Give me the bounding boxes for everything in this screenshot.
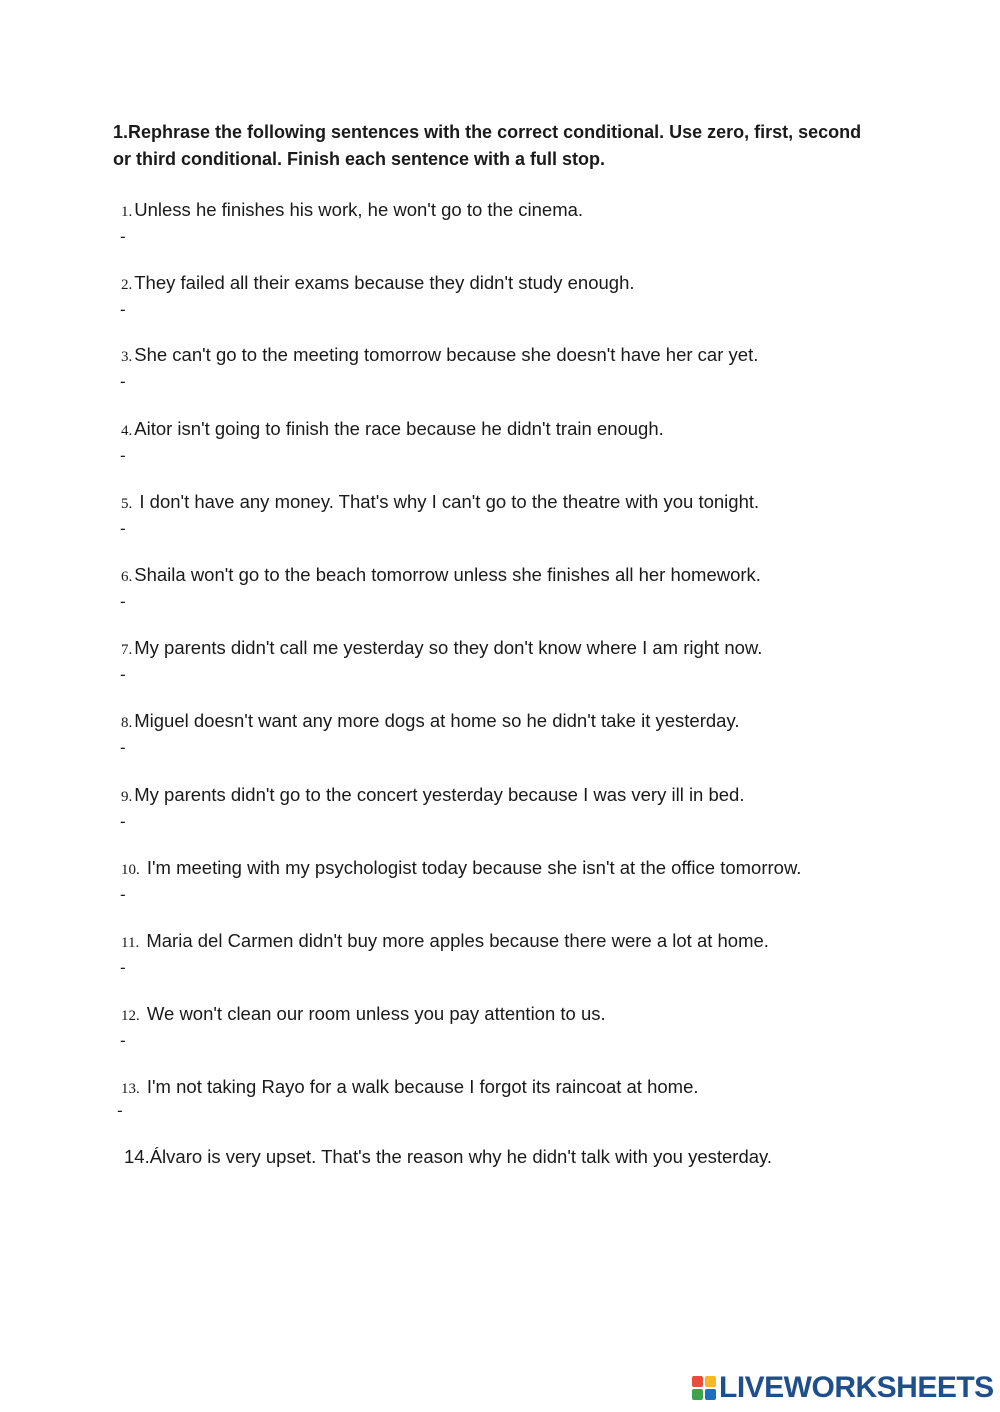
question-text: She can't go to the meeting tomorrow because she doesn't have her car yet. (134, 344, 759, 365)
answer-field-9[interactable]: - (120, 812, 126, 831)
question-number: 2. (121, 277, 133, 293)
answer-field-7[interactable]: - (120, 665, 126, 684)
liveworksheets-logo (692, 1372, 994, 1404)
answer-field-10[interactable]: - (120, 885, 126, 904)
instructions: 1.Rephrase the following sentences with the correct conditional. Use zero, first, second or third conditional. Finish each sentence with a full stop. (113, 122, 862, 169)
answer-field-4[interactable]: - (120, 446, 126, 465)
answer-field-8[interactable]: - (120, 738, 126, 757)
question-number: 5. (121, 496, 133, 512)
question-text: We won't clean our room unless you pay attention to us. (141, 1003, 606, 1024)
question-11 (121, 930, 769, 954)
question-number: 4. (121, 423, 133, 439)
question-number: 10. (121, 862, 140, 878)
question-10 (121, 857, 801, 881)
question-number: 13. (121, 1081, 140, 1097)
question-7 (121, 637, 762, 661)
question-4 (121, 418, 664, 442)
question-2 (121, 272, 635, 296)
question-number: 12. (121, 1008, 140, 1024)
question-9 (121, 784, 745, 808)
question-text: Shaila won't go to the beach tomorrow unless she finishes all her homework. (134, 564, 761, 585)
answer-field-11[interactable]: - (120, 958, 126, 977)
answer-field-13[interactable]: - (117, 1101, 123, 1120)
logo-text: LIVEWORKSHEETS (719, 1371, 994, 1404)
question-number: 6. (121, 569, 133, 585)
question-13 (121, 1076, 699, 1100)
answer-field-2[interactable]: - (120, 300, 126, 319)
question-3 (121, 344, 758, 368)
question-6 (121, 564, 761, 588)
logo-mark-icon (692, 1376, 716, 1400)
question-text: I'm meeting with my psychologist today because she isn't at the office tomorrow. (141, 857, 802, 878)
answer-field-5[interactable]: - (120, 519, 126, 538)
question-12 (121, 1003, 606, 1027)
question-text: I'm not taking Rayo for a walk because I forgot its raincoat at home. (141, 1076, 699, 1097)
question-1 (121, 199, 583, 223)
question-text: I don't have any money. That's why I can't go to the theatre with you tonight. (134, 491, 760, 512)
answer-field-3[interactable]: - (120, 372, 126, 391)
question-number: 7. (121, 642, 133, 658)
question-number: 3. (121, 349, 133, 365)
question-text: My parents didn't go to the concert yesterday because I was very ill in bed. (134, 784, 745, 805)
answer-field-12[interactable]: - (120, 1031, 126, 1050)
question-5 (121, 491, 759, 515)
question-number: 9. (121, 789, 133, 805)
question-8 (121, 710, 739, 734)
question-number: 1. (121, 204, 133, 220)
question-text: Maria del Carmen didn't buy more apples because there were a lot at home. (141, 930, 769, 951)
question-text: My parents didn't call me yesterday so they don't know where I am right now. (134, 637, 763, 658)
question-text: Unless he finishes his work, he won't go to the cinema. (134, 199, 584, 220)
question-number: 8. (121, 715, 133, 731)
question-text: They failed all their exams because they didn't study enough. (134, 272, 635, 293)
question-14: 14.Álvaro is very upset. That's the reason why he didn't talk with you yesterday. (124, 1146, 773, 1167)
answer-field-1[interactable]: - (120, 227, 126, 246)
answer-field-6[interactable]: - (120, 592, 126, 611)
question-text: Aitor isn't going to finish the race because he didn't train enough. (134, 418, 664, 439)
question-number: 11. (121, 935, 140, 951)
question-text: Miguel doesn't want any more dogs at home so he didn't take it yesterday. (134, 710, 740, 731)
